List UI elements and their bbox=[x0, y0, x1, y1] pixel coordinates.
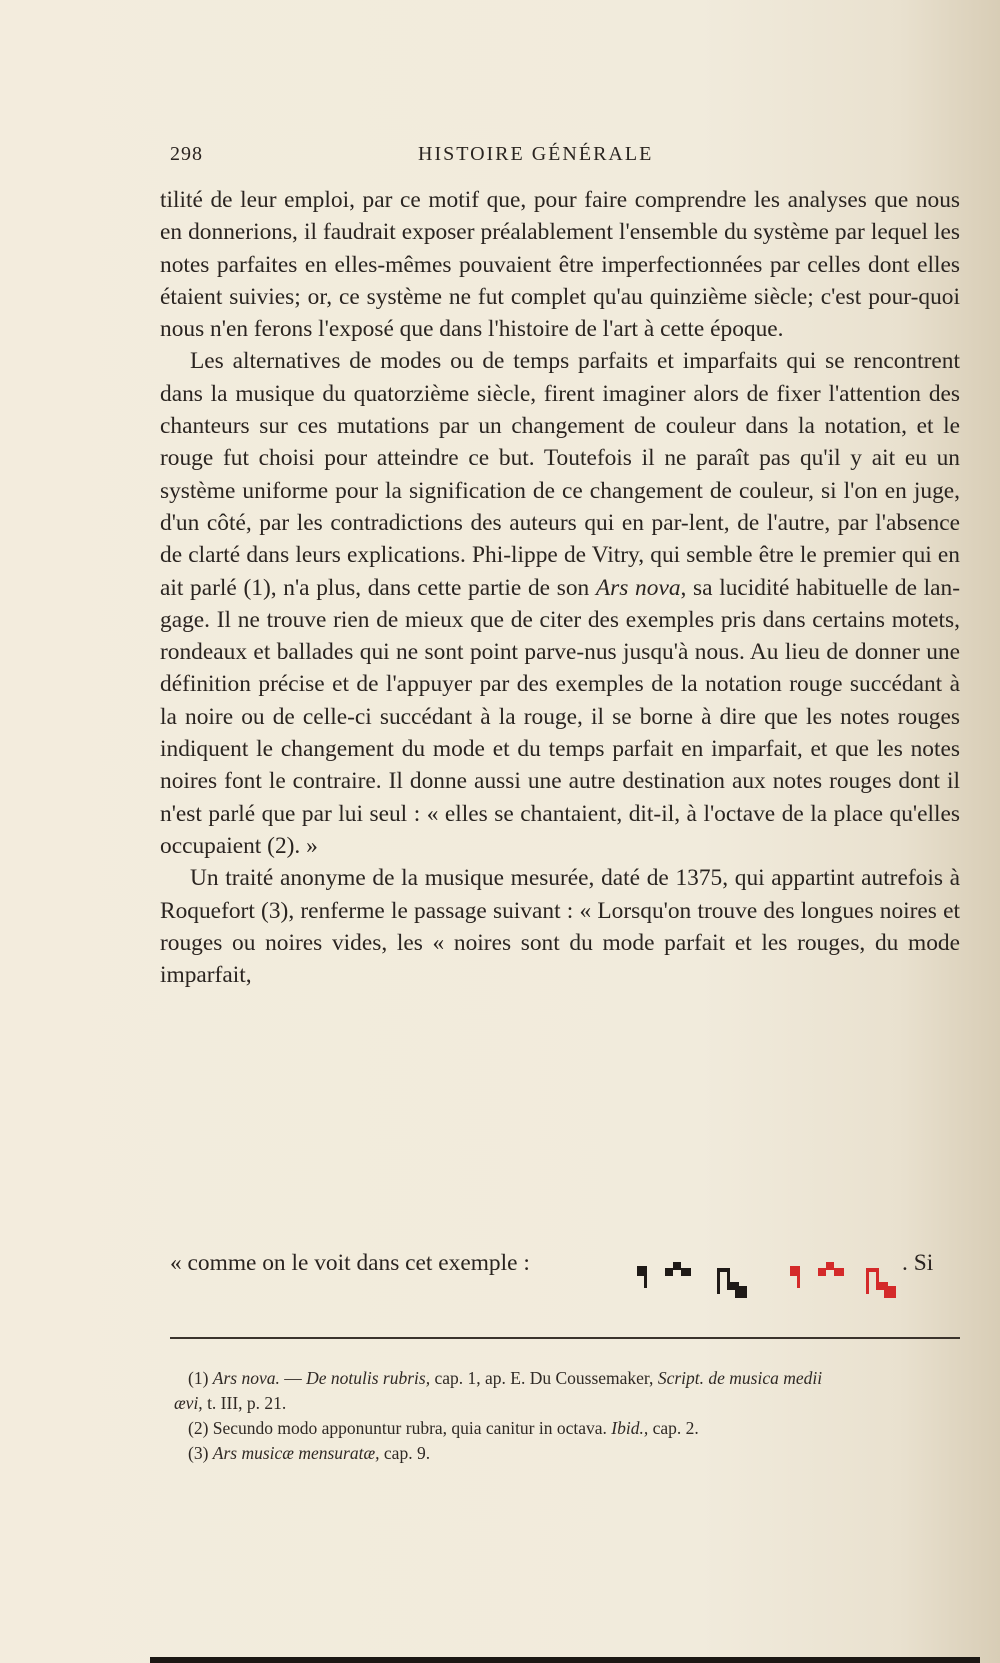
paragraph-1: tilité de leur emploi, par ce motif que, pour faire comprendre les analyses que nous en donnerions, il faudrait exposer préalablement l'ensemble du système par lequel les notes parfaites en elles-mêmes pouvaient être imperfectionnées par celles dont elles étaient suivies; or, ce système ne fut complet qu'au quinzième siècle; c'est pour-quoi nous n'en ferons l'exposé que dans l'histoire de l'art à cette époque. bbox=[160, 187, 960, 343]
page-header bbox=[170, 143, 960, 173]
footnote-1-number: (1) bbox=[188, 1368, 209, 1388]
footnote-1-title: Ars nova. bbox=[212, 1368, 280, 1388]
page-bottom-edge bbox=[150, 1657, 980, 1663]
footnote-1 bbox=[188, 1366, 958, 1391]
footnote-1-continuation bbox=[174, 1391, 958, 1416]
red-ligature-note bbox=[818, 1268, 826, 1276]
body-text bbox=[160, 184, 960, 991]
page-number: 298 bbox=[170, 143, 203, 165]
footnote-1-work-title: Script. de musica medii bbox=[657, 1368, 823, 1388]
running-head: HISTOIRE GÉNÉRALE bbox=[418, 143, 654, 165]
ars-nova-title: Ars nova bbox=[595, 574, 681, 601]
footnote-1-volume-page: t. III, p. 21. bbox=[202, 1393, 287, 1413]
black-ligature-note bbox=[665, 1268, 673, 1276]
paragraph-2-part-1: Les alternatives de modes ou de temps parfaits et imparfaits qui se rencontrent dans la musique du quatorzième siècle, firent imaginer alors de fixer l'attention des chanteurs sur ces mutations par un changement de couleur dans la notation, et le rouge fut choisi pour atteindre ce but. Toutefois il ne paraît pas qu'il y ait eu un système uniforme pour la signification de ce changement de couleur, si l'on en juge, d'un côté, par les contradictions des auteurs qui en par-lent, de l'autre, par l'absence de clarté dans leurs explications. Phi-lippe de Vitry, qui semble être le premier qui en ait parlé (1), n'a plus, dans cette partie de son bbox=[160, 348, 960, 601]
footnote-1-chapter-title: De notulis rubris, bbox=[306, 1368, 431, 1388]
footnote-3 bbox=[188, 1441, 958, 1466]
footnotes bbox=[174, 1366, 958, 1466]
footnote-1-citation: cap. 1, ap. E. Du Coussemaker, bbox=[430, 1368, 658, 1388]
footnote-2-latin: Secundo modo apponuntur rubra, quia canitur in octava. bbox=[208, 1418, 612, 1438]
paragraph-3: Un traité anonyme de la musique mesurée, daté de 1375, qui appartint autrefois à Roquefort (3), renferme le passage suivant : « Lorsqu'on trouve des longues noires et rouges ou noires vides, les « noires sont du mode parfait et les rouges, du mode imparfait, bbox=[160, 865, 960, 989]
footnote-rule bbox=[170, 1337, 960, 1339]
footnote-3-title: Ars musicæ mensuratæ, bbox=[212, 1443, 380, 1463]
footnote-1-work-title-end: ævi, bbox=[174, 1393, 203, 1413]
example-trailing-text: . Si bbox=[902, 1250, 934, 1276]
footnote-2-ibid: Ibid., bbox=[611, 1418, 649, 1438]
red-notes-example bbox=[788, 1260, 908, 1300]
example-line bbox=[170, 1250, 960, 1290]
black-notes-example bbox=[635, 1260, 775, 1300]
paragraph-2-part-2: , sa lucidité habituelle de lan-gage. Il ne trouve rien de mieux que de citer des exemples pris dans certains motets, rondeaux et ballades qui ne sont point parve-nus jusqu'à nous. Au lieu de donner une définition précise et de l'appuyer par des exemples de la notation rouge succédant à la noire ou de celle-ci succédant à la rouge, il se borne à dire que les notes rouges indiquent le changement du mode et du temps parfait en imparfait, et que les notes noires font le contraire. Il donne aussi une autre destination aux notes rouges dont il n'est parlé que par lui seul : « elles se chantaient, dit-il, à l'octave de la place qu'elles occupaient (2). » bbox=[160, 574, 961, 859]
example-text: « comme on le voit dans cet exemple : bbox=[170, 1250, 530, 1276]
footnote-2 bbox=[188, 1416, 958, 1441]
footnote-2-number: (2) bbox=[188, 1418, 209, 1438]
footnote-3-number: (3) bbox=[188, 1443, 209, 1463]
footnote-1-dash: — bbox=[279, 1368, 307, 1388]
footnote-3-chapter: cap. 9. bbox=[379, 1443, 431, 1463]
paragraph-2 bbox=[160, 345, 960, 862]
footnote-2-chapter: cap. 2. bbox=[648, 1418, 699, 1438]
